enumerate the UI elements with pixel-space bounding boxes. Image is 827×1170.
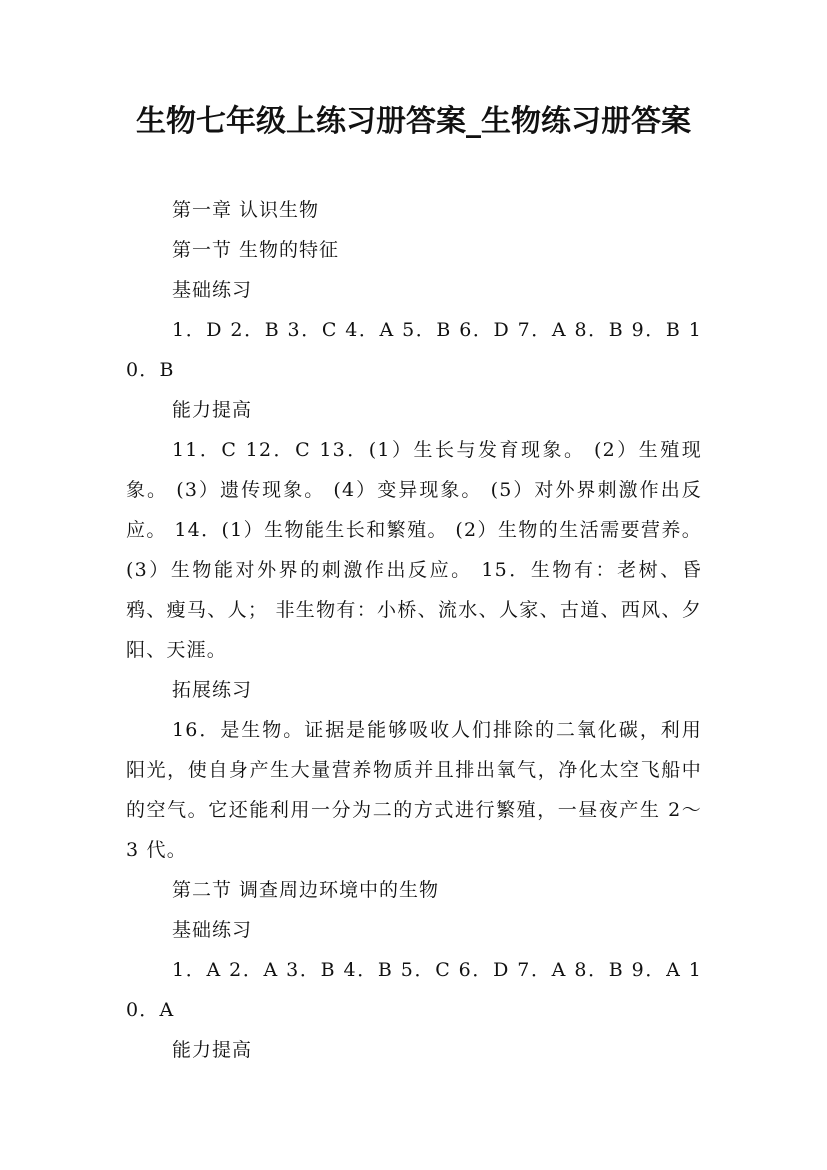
answer-paragraph: 1．D 2．B 3．C 4．A 5．B 6．D 7．A 8．B 9．B 10．B bbox=[126, 319, 702, 381]
subsection-heading: 基础练习 bbox=[172, 919, 253, 941]
subsection-heading: 基础练习 bbox=[172, 279, 253, 301]
subsection-heading: 拓展练习 bbox=[172, 679, 253, 701]
document-body bbox=[126, 190, 702, 1070]
chapter-heading: 第一章 认识生物 bbox=[172, 199, 320, 221]
section-heading: 第一节 生物的特征 bbox=[172, 239, 340, 261]
subsection-heading: 能力提高 bbox=[172, 399, 253, 421]
answer-paragraph: 16．是生物。证据是能够吸收人们排除的二氧化碳，利用阳光，使自身产生大量营养物质并且排出氧气，净化太空飞船中的空气。它还能利用一分为二的方式进行繁殖，一昼夜产生 2～3 代。 bbox=[126, 719, 702, 861]
answer-paragraph: 1．A 2．A 3．B 4．B 5．C 6．D 7．A 8．B 9．A 10．A bbox=[126, 959, 702, 1021]
subsection-heading: 能力提高 bbox=[172, 1039, 253, 1061]
section-heading: 第二节 调查周边环境中的生物 bbox=[172, 879, 440, 901]
answer-paragraph: 11．C 12．C 13．(1）生长与发育现象。 (2）生殖现象。 (3）遗传现象。 (4）变异现象。 (5）对外界刺激作出反应。 14．(1）生物能生长和繁殖。 (2）生物的生活需要营养。 (3）生物能对外界的刺激作出反应。 15．生物有：老树、昏鸦、瘦马、人； 非生物有：小桥、流水、人家、古道、西风、夕阳、天涯。 bbox=[126, 439, 702, 661]
document-title: 生物七年级上练习册答案_生物练习册答案 bbox=[136, 104, 691, 139]
